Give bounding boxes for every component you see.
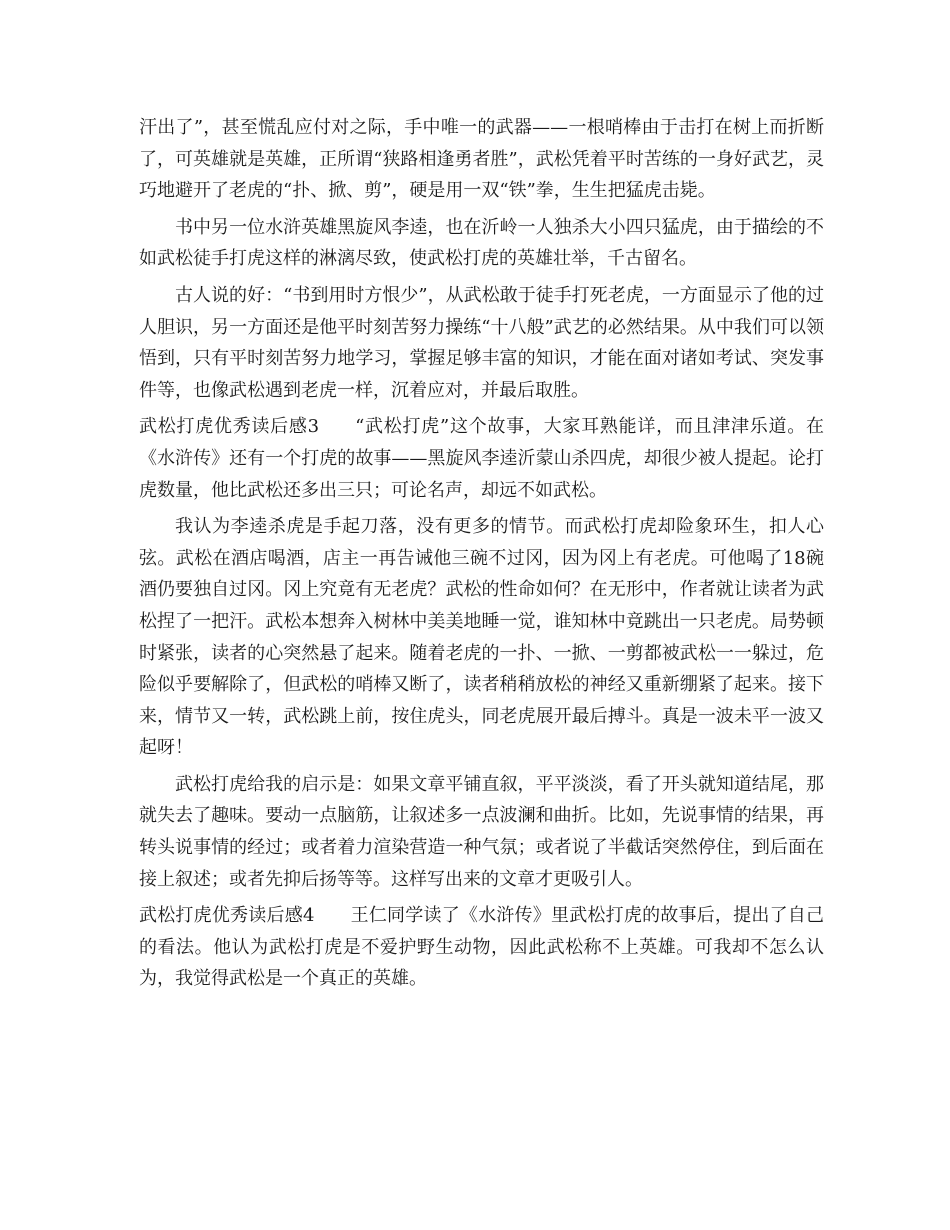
section-heading-4: 武松打虎优秀读后感4 xyxy=(139,905,315,927)
paragraph-3-text: 古人说的好：“书到用时方恨少”，从武松敢于徒手打死老虎，一方面显示了他的过人胆识，另一方面还是他平时刻苦努力操练“十八般”武艺的必然结果。从中我们可以领悟到，只有平时刻苦努力地学习，掌握足够丰富的知识，才能在面对诸如考试、突发事件等，也像武松遇到老虎一样，沉着应对，并最后取胜。 xyxy=(139,284,824,401)
paragraph-4 xyxy=(139,411,824,506)
document-page xyxy=(139,112,824,1000)
paragraph-7 xyxy=(139,900,824,995)
paragraph-3 xyxy=(139,280,824,406)
paragraph-7-text: 王仁同学读了《水浒传》里武松打虎的故事后，提出了自己的看法。他认为武松打虎是不爱护野生动物，因此武松称不上英雄。可我却不怎么认为，我觉得武松是一个真正的英雄。 xyxy=(139,905,825,990)
paragraph-2-text: 书中另一位水浒英雄黑旋风李逵，也在沂岭一人独杀大小四只猛虎，由于描绘的不如武松徒手打虎这样的淋漓尽致，使武松打虎的英雄壮举，千古留名。 xyxy=(139,216,824,270)
paragraph-4-text: “武松打虎”这个故事，大家耳熟能详，而且津津乐道。在《水浒传》还有一个打虎的故事——黑旋风李逵沂蒙山杀四虎，却很少被人提起。论打虎数量，他比武松还多出三只；可论名声，却远不如武松。 xyxy=(139,416,824,501)
paragraph-1 xyxy=(139,112,824,207)
paragraph-6 xyxy=(139,769,824,895)
paragraph-6-text: 武松打虎给我的启示是：如果文章平铺直叙，平平淡淡，看了开头就知道结尾，那就失去了趣味。要动一点脑筋，让叙述多一点波澜和曲折。比如，先说事情的结果，再转头说事情的经过；或者着力渲染营造一种气氛；或者说了半截话突然停住，到后面在接上叙述；或者先抑后扬等等。这样写出来的文章才更吸引人。 xyxy=(139,773,824,890)
section-heading-3: 武松打虎优秀读后感3 xyxy=(139,416,320,438)
paragraph-1-text: 汗出了”，甚至慌乱应付对之际，手中唯一的武器——一根哨棒由于击打在树上而折断了，可英雄就是英雄，正所谓“狭路相逢勇者胜”，武松凭着平时苦练的一身好武艺，灵巧地避开了老虎的“扑、掀、剪”，硬是用一双“铁”拳，生生把猛虎击毙。 xyxy=(139,117,824,202)
paragraph-5 xyxy=(139,511,824,764)
paragraph-5-text: 我认为李逵杀虎是手起刀落，没有更多的情节。而武松打虎却险象环生，扣人心弦。武松在酒店喝酒，店主一再告诫他三碗不过冈，因为冈上有老虎。可他喝了18碗酒仍要独自过冈。冈上究竟有无老虎？武松的性命如何？在无形中，作者就让读者为武松捏了一把汗。武松本想奔入树林中美美地睡一觉，谁知林中竟跳出一只老虎。局势顿时紧张，读者的心突然悬了起来。随着老虎的一扑、一掀、一剪都被武松一一躲过，危险似乎要解除了，但武松的哨棒又断了，读者稍稍放松的神经又重新绷紧了起来。接下来，情节又一转，武松跳上前，按住虎头，同老虎展开最后搏斗。真是一波未平一波又起呀！ xyxy=(139,516,824,759)
paragraph-2 xyxy=(139,212,824,275)
